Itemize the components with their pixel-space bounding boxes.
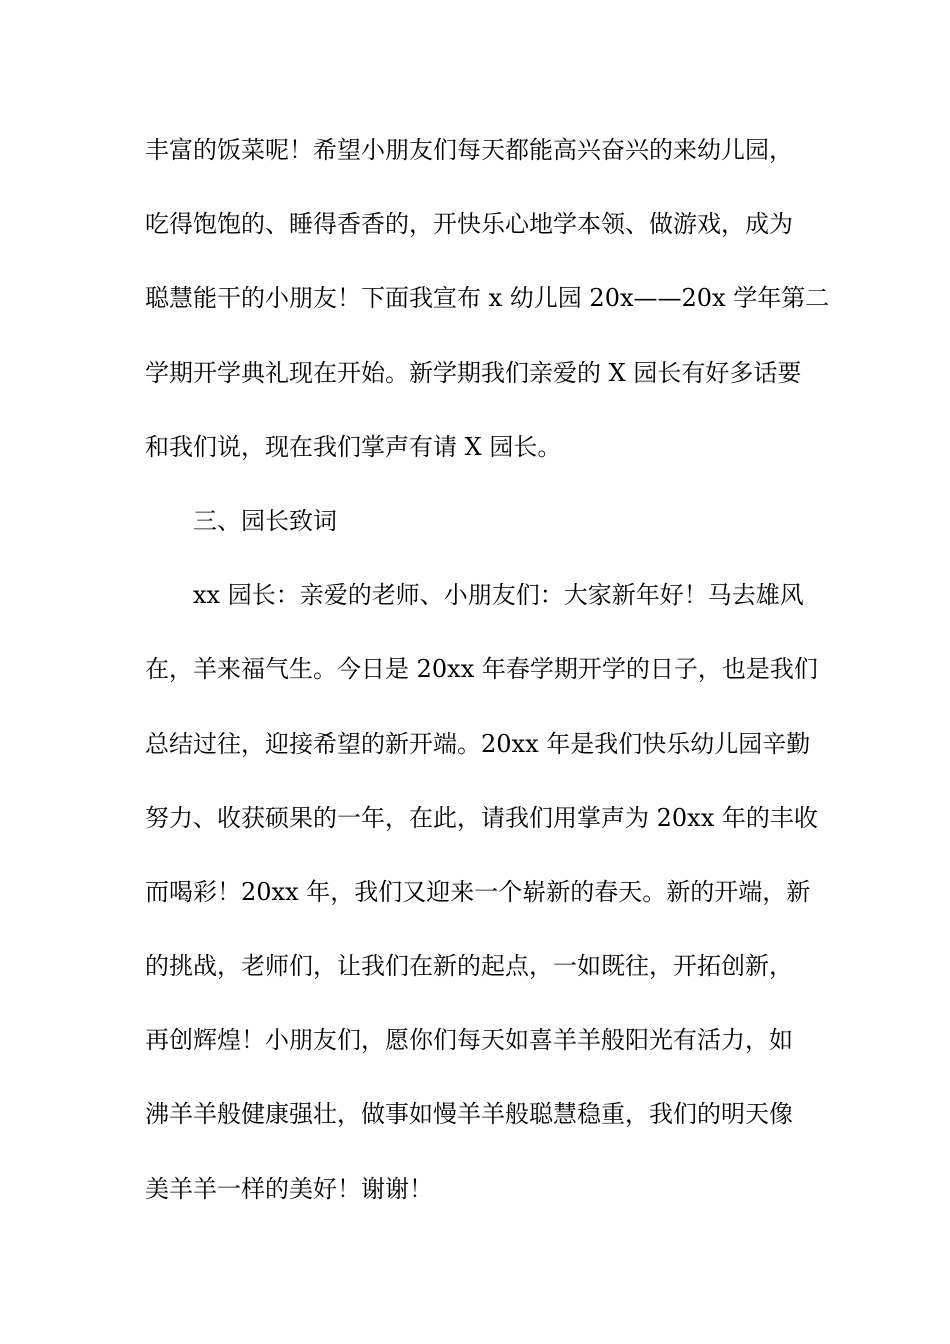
document-body: [145, 126, 830, 1239]
body-line: 学期开学典礼现在开始。新学期我们亲爱的 X 园长有好多话要: [145, 358, 802, 387]
body-line: 而喝彩！20xx 年，我们又迎来一个崭新的春天。新的开端，新: [145, 877, 811, 906]
body-line: 再创辉煌！小朋友们，愿你们每天如喜羊羊般阳光有活力，如: [145, 1026, 793, 1055]
body-line: 的挑战，老师们，让我们在新的起点，一如既往，开拓创新，: [145, 952, 793, 981]
body-line: 总结过往，迎接希望的新开端。20xx 年是我们快乐幼儿园辛勤: [145, 729, 811, 758]
body-line: 和我们说，现在我们掌声有请 X 园长。: [145, 432, 562, 461]
paragraph-first-line: xx 园长：亲爱的老师、小朋友们：大家新年好！马去雄风: [193, 581, 804, 610]
body-line: 吃得饱饱的、睡得香香的，开快乐心地学本领、做游戏，成为: [145, 210, 793, 239]
body-line: 美羊羊一样的美好！谢谢！: [145, 1174, 433, 1203]
section-heading: 三、园长致词: [193, 506, 337, 535]
body-line: 在，羊来福气生。今日是 20xx 年春学期开学的日子，也是我们: [145, 655, 818, 684]
body-line: 聪慧能干的小朋友！下面我宣布 x 幼儿园 20x——20x 学年第二: [145, 284, 830, 313]
body-line: 丰富的饭菜呢！希望小朋友们每天都能高兴奋兴的来幼儿园，: [145, 136, 793, 164]
body-line: 沸羊羊般健康强壮，做事如慢羊羊般聪慧稳重，我们的明天像: [145, 1100, 793, 1129]
body-line: 努力、收获硕果的一年，在此，请我们用掌声为 20xx 年的丰收: [145, 803, 818, 832]
